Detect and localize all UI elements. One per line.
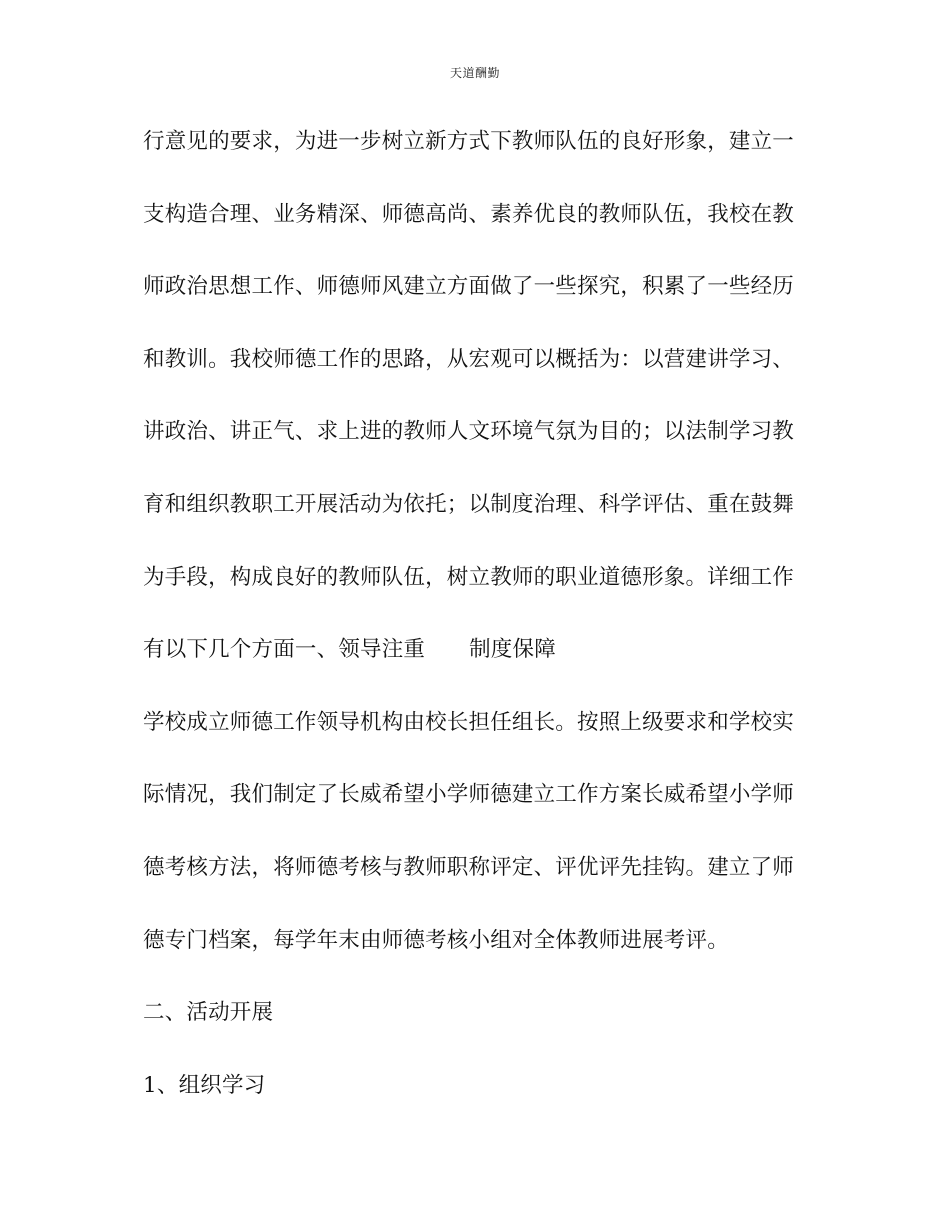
section-heading-intro: 有以下几个方面一、领导注重 — [143, 637, 426, 663]
paragraph-line: 和教训。我校师德工作的思路，从宏观可以概括为：以营建讲学习、 — [143, 346, 795, 372]
paragraph-line: 为手段，构成良好的教师队伍，树立教师的职业道德形象。详细工作 — [143, 564, 795, 590]
page-header: 天道酬勤 — [449, 66, 500, 80]
section-heading-title: 制度保障 — [469, 637, 556, 663]
section-heading-line — [143, 628, 803, 701]
paragraph-line: 际情况，我们制定了长威希望小学师德建立工作方案长威希望小学师 — [143, 782, 795, 808]
paragraph-line: 行意见的要求，为进一步树立新方式下教师队伍的良好形象，建立一 — [143, 129, 795, 154]
section-heading: 二、活动开展 — [143, 1000, 274, 1026]
paragraph-line: 育和组织教职工开展活动为依托；以制度治理、科学评估、重在鼓舞 — [143, 491, 795, 517]
subsection-heading: 1、组织学习 — [143, 1072, 266, 1098]
paragraph-line: 学校成立师德工作领导机构由校长担任组长。按照上级要求和学校实 — [143, 709, 795, 735]
paragraph-line: 支构造合理、业务精深、师德高尚、素养优良的教师队伍，我校在教 — [143, 201, 795, 227]
paragraph-line: 师政治思想工作、师德师风建立方面做了一些探究，积累了一些经历 — [143, 274, 795, 300]
paragraph-line: 讲政治、讲正气、求上进的教师人文环境气氛为目的；以法制学习教 — [143, 419, 795, 445]
body-text — [143, 120, 803, 1136]
paragraph-line: 德考核方法，将师德考核与教师职称评定、评优评先挂钩。建立了师 — [143, 854, 795, 880]
paragraph-line: 德专门档案，每学年末由师德考核小组对全体教师进展考评。 — [143, 927, 729, 953]
